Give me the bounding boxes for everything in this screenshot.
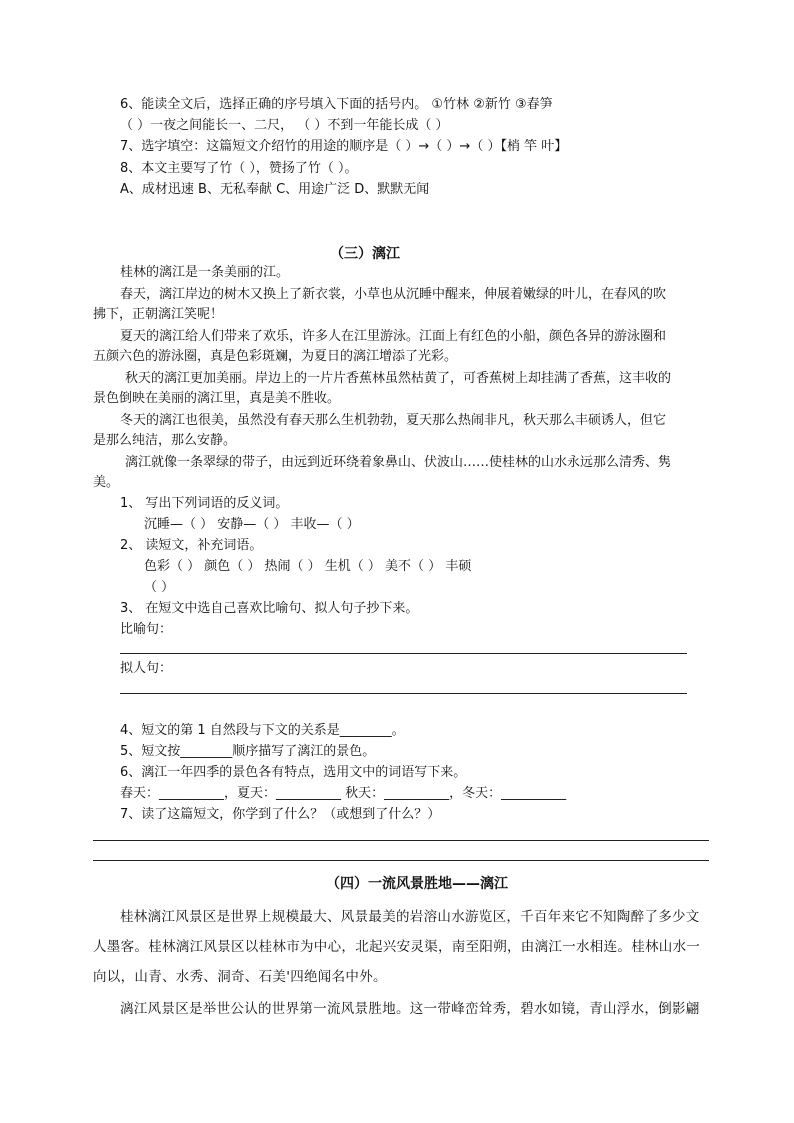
paragraph-line: 桂林漓江风景区是世界上规模最大、风景最美的岩溶山水游览区，千百年来它不知陶醉了多少文 bbox=[120, 909, 700, 925]
answer-line[interactable] bbox=[120, 693, 687, 694]
section-4-title: （四）一流风景胜地——漓江 bbox=[326, 876, 508, 892]
question-6: 6、漓江一年四季的景色各有特点，选用文中的词语写下来。 bbox=[120, 765, 467, 780]
question-4: 4、短文的第 1 自然段与下文的关系是________。 bbox=[120, 723, 405, 738]
question-6: 6、能读全文后，选择正确的序号填入下面的括号内。 ①竹林 ②新竹 ③春笋 bbox=[120, 97, 553, 112]
paragraph-line: 是那么纯洁，那么安静。 bbox=[93, 433, 237, 448]
question-2-items-cont: （ ） bbox=[144, 580, 175, 595]
paragraph-line: 漓江就像一条翠绿的带子，由远到近环绕着象鼻山、伏波山……使桂林的山水永远那么清秀、隽 bbox=[125, 455, 672, 470]
simile-label: 比喻句： bbox=[120, 622, 173, 637]
paragraph-line: 秋天的漓江更加美丽。岸边上的一片片香蕉林虽然枯黄了，可香蕉树上却挂满了香蕉，这丰收的 bbox=[125, 371, 672, 386]
answer-line[interactable] bbox=[93, 860, 709, 861]
paragraph-line: 向以，山青、水秀、洞奇、石美'四绝闻名中外。 bbox=[93, 969, 387, 985]
paragraph-line: 景色倒映在美丽的漓江里，真是美不胜收。 bbox=[93, 391, 341, 406]
paragraph-line: 美。 bbox=[93, 475, 120, 490]
question-6-blanks: （ ）一夜之间能长一、二尺， （ ）不到一年能长成（ ） bbox=[120, 118, 449, 133]
paragraph-line: 五颜六色的游泳圈，真是色彩斑斓，为夏日的漓江增添了光彩。 bbox=[93, 349, 458, 364]
paragraph-line: 春天，漓江岸边的树木又换上了新衣裳，小草也从沉睡中醒来，伸展着嫩绿的叶儿，在春风的吹 bbox=[120, 287, 667, 302]
question-7: 7、选字填空：这篇短文介绍竹的用途的顺序是（ ）→（ ）→（ ）【梢 竿 叶】 bbox=[120, 139, 568, 154]
question-2: 2、 读短文，补充词语。 bbox=[120, 538, 263, 553]
paragraph-line: 桂林的漓江是一条美丽的江。 bbox=[120, 265, 290, 280]
section-3-title: （三）漓江 bbox=[330, 246, 400, 262]
paragraph-line: 漓江风景区是举世公认的世界第一流风景胜地。这一带峰峦耸秀，碧水如镜，青山浮水，倒影翩 bbox=[120, 1001, 700, 1017]
paragraph-line: 人墨客。桂林漓江风景区以桂林市为中心，北起兴安灵渠，南至阳朔，由漓江一水相连。桂林山水一 bbox=[93, 939, 701, 955]
paragraph-line: 冬天的漓江也很美，虽然没有春天那么生机勃勃，夏天那么热闹非凡，秋天那么丰硕诱人，但它 bbox=[120, 413, 667, 428]
question-8-options: A、成材迅速 B、无私奉献 C、用途广泛 D、默默无闻 bbox=[120, 182, 430, 197]
question-7: 7、读了这篇短文，你学到了什么？（或想到了什么？） bbox=[120, 807, 441, 822]
question-8: 8、本文主要写了竹（ ），赞扬了竹（ ）。 bbox=[120, 161, 358, 176]
answer-line[interactable] bbox=[93, 840, 709, 841]
question-1-items: 沉睡—（ ） 安静—（ ） 丰收—（ ） bbox=[144, 517, 360, 532]
question-6-fill: 春天：__________，夏天：__________ 秋天：__________，冬天：__________ bbox=[120, 786, 567, 801]
question-2-items: 色彩（ ） 颜色（ ） 热闹（ ） 生机（ ） 美不（ ） 丰硕 bbox=[144, 559, 472, 574]
paragraph-line: 拂下，正朝漓江笑呢！ bbox=[93, 307, 224, 322]
answer-line[interactable] bbox=[120, 653, 687, 654]
personification-label: 拟人句： bbox=[120, 661, 173, 676]
paragraph-line: 夏天的漓江给人们带来了欢乐，许多人在江里游泳。江面上有红色的小船，颜色各异的游泳圈和 bbox=[120, 329, 667, 344]
question-3: 3、 在短文中选自己喜欢比喻句、拟人句子抄下来。 bbox=[120, 601, 419, 616]
question-5: 5、短文按________顺序描写了漓江的景色。 bbox=[120, 744, 376, 759]
question-1: 1、 写出下列词语的反义词。 bbox=[120, 496, 289, 511]
